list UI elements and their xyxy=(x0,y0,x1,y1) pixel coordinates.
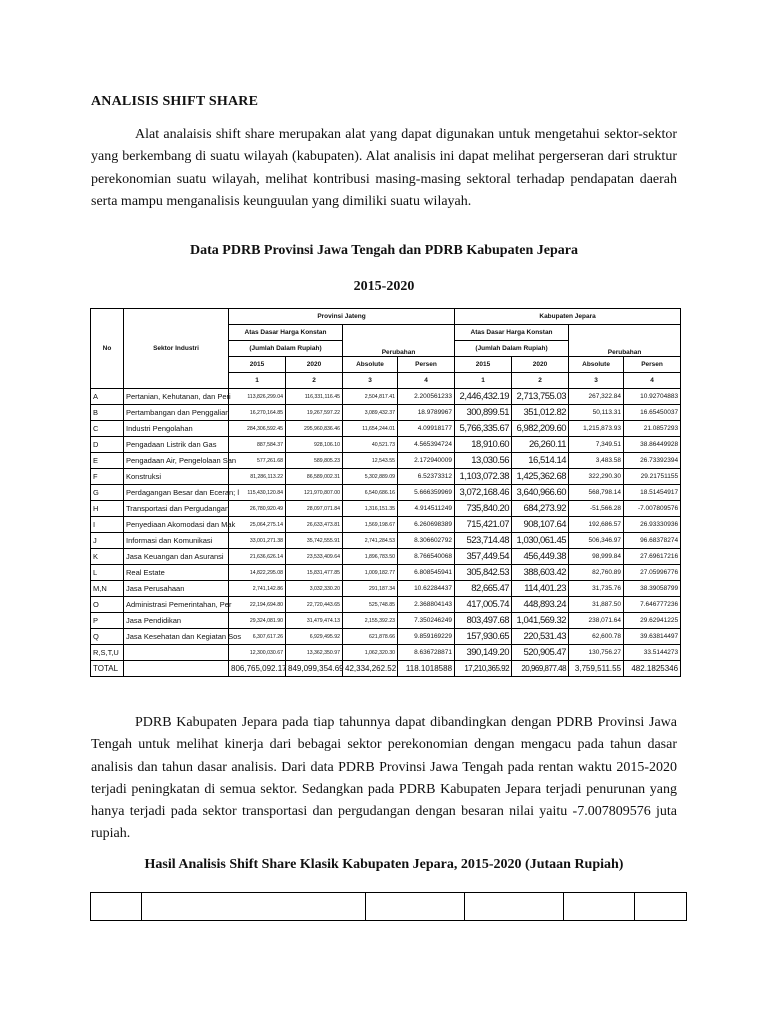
prov-percent-value: 8.766540068 xyxy=(398,549,455,565)
result-table-row xyxy=(91,893,687,921)
row-number: M,N xyxy=(91,581,124,597)
kab-2020-value: 220,531.43 xyxy=(512,629,569,645)
row-sector: Pengadaan Air, Pengelolaan San xyxy=(124,453,229,469)
row-number: I xyxy=(91,517,124,533)
header-col-number: 1 xyxy=(229,373,286,389)
kab-absolute-value: 50,113.31 xyxy=(569,405,624,421)
kab-2020-value: 114,401.23 xyxy=(512,581,569,597)
prov-percent-value: 2.200561233 xyxy=(398,389,455,405)
header-col-number: 2 xyxy=(286,373,343,389)
prov-2020-value: 295,960,836.46 xyxy=(286,421,343,437)
kab-absolute-value: 3,759,511.55 xyxy=(569,661,624,677)
prov-2015-value: 14,822,295.08 xyxy=(229,565,286,581)
kab-percent-value: 29.62941225 xyxy=(624,613,681,629)
kab-2020-value: 3,640,966.60 xyxy=(512,485,569,501)
kab-2015-value: 417,005.74 xyxy=(455,597,512,613)
kab-absolute-value: -51,566.28 xyxy=(569,501,624,517)
prov-2020-value: 86,589,002.31 xyxy=(286,469,343,485)
kab-2015-value: 2,446,432.19 xyxy=(455,389,512,405)
kab-percent-value: -7.007809576 xyxy=(624,501,681,517)
table-row xyxy=(91,613,681,629)
prov-2020-value: 23,533,409.64 xyxy=(286,549,343,565)
row-sector: Industri Pengolahan xyxy=(124,421,229,437)
table-total-row xyxy=(91,661,681,677)
prov-percent-value: 10.62284437 xyxy=(398,581,455,597)
prov-absolute-value: 11,654,244.01 xyxy=(343,421,398,437)
kab-2015-value: 13,030.56 xyxy=(455,453,512,469)
kab-percent-value: 482.1825346 xyxy=(624,661,681,677)
row-number: B xyxy=(91,405,124,421)
kab-percent-value: 26.93330936 xyxy=(624,517,681,533)
table-row xyxy=(91,581,681,597)
header-prov-percent: Persen xyxy=(398,357,455,373)
prov-2015-value: 22,194,694.80 xyxy=(229,597,286,613)
header-kab-unit: (Jumlah Dalam Rupiah) xyxy=(455,341,569,357)
prov-percent-value: 18.9789967 xyxy=(398,405,455,421)
row-number: K xyxy=(91,549,124,565)
kab-2020-value: 6,982,209.60 xyxy=(512,421,569,437)
prov-absolute-value: 3,089,432.37 xyxy=(343,405,398,421)
prov-2015-value: 887,584.37 xyxy=(229,437,286,453)
kab-percent-value: 39.63814497 xyxy=(624,629,681,645)
prov-percent-value: 2.172940009 xyxy=(398,453,455,469)
result-cell xyxy=(635,893,687,921)
table-row xyxy=(91,453,681,469)
result-cell xyxy=(91,893,142,921)
prov-2015-value: 6,307,617.26 xyxy=(229,629,286,645)
table-row xyxy=(91,437,681,453)
intro-paragraph xyxy=(91,124,677,213)
prov-2015-value: 16,270,164.85 xyxy=(229,405,286,421)
prov-absolute-value: 12,543.55 xyxy=(343,453,398,469)
kab-2015-value: 18,910.60 xyxy=(455,437,512,453)
prov-percent-value: 7.350246249 xyxy=(398,613,455,629)
prov-absolute-value: 1,062,320.30 xyxy=(343,645,398,661)
kab-percent-value: 27.69617216 xyxy=(624,549,681,565)
table-title: Data PDRB Provinsi Jawa Tengah dan PDRB Kabupaten Jepara xyxy=(190,243,578,258)
prov-2020-value: 3,032,330.20 xyxy=(286,581,343,597)
row-sector: Jasa Perusahaan xyxy=(124,581,229,597)
header-kab-percent: Persen xyxy=(624,357,681,373)
kab-2015-value: 17,210,365.92 xyxy=(455,661,512,677)
result-cell xyxy=(366,893,465,921)
header-no: No xyxy=(91,309,124,389)
table-row xyxy=(91,597,681,613)
prov-percent-value: 4.09918177 xyxy=(398,421,455,437)
row-sector: Penyediaan Akomodasi dan Mak xyxy=(124,517,229,533)
kab-2020-value: 16,514.14 xyxy=(512,453,569,469)
prov-2020-value: 28,097,071.84 xyxy=(286,501,343,517)
kab-absolute-value: 98,999.84 xyxy=(569,549,624,565)
header-sector: Sektor Industri xyxy=(124,309,229,389)
pdrb-table xyxy=(90,308,681,677)
table-row xyxy=(91,469,681,485)
kab-percent-value: 26.73392394 xyxy=(624,453,681,469)
row-number: P xyxy=(91,613,124,629)
result-table-title: Hasil Analisis Shift Share Klasik Kabupaten Jepara, 2015-2020 (Jutaan Rupiah) xyxy=(144,857,624,872)
table-row xyxy=(91,533,681,549)
prov-absolute-value: 2,155,392.23 xyxy=(343,613,398,629)
kab-percent-value: 21.0857293 xyxy=(624,421,681,437)
kab-2015-value: 3,072,168.46 xyxy=(455,485,512,501)
header-prov-2015: 2015 xyxy=(229,357,286,373)
prov-2015-value: 115,430,120.84 xyxy=(229,485,286,501)
row-number: D xyxy=(91,437,124,453)
header-province: Provinsi Jateng xyxy=(229,309,455,325)
analysis-paragraph xyxy=(91,712,677,846)
header-col-number: 3 xyxy=(343,373,398,389)
prov-absolute-value: 6,540,686.16 xyxy=(343,485,398,501)
row-sector xyxy=(124,661,229,677)
kab-percent-value: 27.05996776 xyxy=(624,565,681,581)
prov-2020-value: 928,106.10 xyxy=(286,437,343,453)
prov-2015-value: 26,780,920.49 xyxy=(229,501,286,517)
kab-percent-value: 33.5144273 xyxy=(624,645,681,661)
prov-absolute-value: 1,896,783.50 xyxy=(343,549,398,565)
kab-2020-value: 26,260.11 xyxy=(512,437,569,453)
prov-absolute-value: 2,504,817.41 xyxy=(343,389,398,405)
table-row xyxy=(91,501,681,517)
header-prov-change: Perubahan xyxy=(343,325,455,357)
kab-absolute-value: 267,322.84 xyxy=(569,389,624,405)
prov-percent-value: 9.859169229 xyxy=(398,629,455,645)
prov-2020-value: 22,720,443.65 xyxy=(286,597,343,613)
prov-percent-value: 4.914511249 xyxy=(398,501,455,517)
kab-2020-value: 908,107.64 xyxy=(512,517,569,533)
row-sector: Perdagangan Besar dan Eceran; l xyxy=(124,485,229,501)
row-number: Q xyxy=(91,629,124,645)
intro-paragraph-text: Alat analaisis shift share merupakan alat yang dapat digunakan untuk mengetahui sektor-sektor yang berkembang di suatu wilayah (kabupaten). Alat analisis ini dapat melihat pergerseran dari struktur perekonomian suatu wilayah, melihat kontribusi masing-masing sektoral terhadap pendapatan daerah serta mampu menganalisis keunguulan yang dimiliki suatu wilayah. xyxy=(91,127,677,209)
prov-2020-value: 589,805.23 xyxy=(286,453,343,469)
prov-2015-value: 81,286,113.22 xyxy=(229,469,286,485)
table-row xyxy=(91,485,681,501)
row-sector: Transportasi dan Pergudangan xyxy=(124,501,229,517)
kab-percent-value: 16.65450037 xyxy=(624,405,681,421)
prov-2015-value: 33,001,271.38 xyxy=(229,533,286,549)
prov-absolute-value: 525,748.85 xyxy=(343,597,398,613)
header-kab-adhk: Atas Dasar Harga Konstan xyxy=(455,325,569,341)
prov-absolute-value: 1,569,198.67 xyxy=(343,517,398,533)
kab-absolute-value: 1,215,873.93 xyxy=(569,421,624,437)
row-number: C xyxy=(91,421,124,437)
pdrb-table-body xyxy=(91,389,681,677)
kab-absolute-value: 238,071.64 xyxy=(569,613,624,629)
header-prov-2020: 2020 xyxy=(286,357,343,373)
table-row xyxy=(91,629,681,645)
prov-percent-value: 118.1018588 xyxy=(398,661,455,677)
prov-2015-value: 113,826,299.04 xyxy=(229,389,286,405)
row-sector: Pengadaan Listrik dan Gas xyxy=(124,437,229,453)
header-kab-change: Perubahan xyxy=(569,325,681,357)
kab-2020-value: 1,030,061.45 xyxy=(512,533,569,549)
table-row xyxy=(91,389,681,405)
prov-2020-value: 121,970,807.00 xyxy=(286,485,343,501)
table-row xyxy=(91,405,681,421)
prov-percent-value: 4.565394724 xyxy=(398,437,455,453)
kab-2015-value: 157,930.65 xyxy=(455,629,512,645)
header-col-number: 1 xyxy=(455,373,512,389)
table-row xyxy=(91,517,681,533)
kab-absolute-value: 62,600.78 xyxy=(569,629,624,645)
row-number: H xyxy=(91,501,124,517)
prov-2015-value: 284,306,592.45 xyxy=(229,421,286,437)
header-kab-2015: 2015 xyxy=(455,357,512,373)
prov-absolute-value: 621,878.66 xyxy=(343,629,398,645)
header-kab-absolute: Absolute xyxy=(569,357,624,373)
prov-absolute-value: 1,316,151.35 xyxy=(343,501,398,517)
header-prov-unit: (Jumlah Dalam Rupiah) xyxy=(229,341,343,357)
prov-2020-value: 35,742,555.91 xyxy=(286,533,343,549)
prov-2020-value: 13,362,350.97 xyxy=(286,645,343,661)
table-row xyxy=(91,565,681,581)
kab-percent-value: 10.92704883 xyxy=(624,389,681,405)
kab-2020-value: 520,905.47 xyxy=(512,645,569,661)
prov-percent-value: 6.260698389 xyxy=(398,517,455,533)
prov-absolute-value: 5,302,889.09 xyxy=(343,469,398,485)
row-sector: Jasa Pendidikan xyxy=(124,613,229,629)
kab-percent-value: 38.86449928 xyxy=(624,437,681,453)
result-table xyxy=(90,892,687,921)
table-years: 2015-2020 xyxy=(353,279,415,294)
kab-absolute-value: 31,735.76 xyxy=(569,581,624,597)
kab-2020-value: 1,425,362.68 xyxy=(512,469,569,485)
prov-absolute-value: 42,334,262.52 xyxy=(343,661,398,677)
prov-absolute-value: 2,741,284.53 xyxy=(343,533,398,549)
row-number: F xyxy=(91,469,124,485)
prov-2015-value: 577,261.68 xyxy=(229,453,286,469)
kab-2020-value: 684,273.92 xyxy=(512,501,569,517)
header-col-number: 2 xyxy=(512,373,569,389)
row-sector: Real Estate xyxy=(124,565,229,581)
kab-2015-value: 390,149.20 xyxy=(455,645,512,661)
row-sector: Jasa Keuangan dan Asuransi xyxy=(124,549,229,565)
prov-2020-value: 15,831,477.85 xyxy=(286,565,343,581)
header-prov-absolute: Absolute xyxy=(343,357,398,373)
row-sector: Konstruksi xyxy=(124,469,229,485)
kab-2015-value: 357,449.54 xyxy=(455,549,512,565)
kab-2020-value: 388,603.42 xyxy=(512,565,569,581)
analysis-paragraph-text: PDRB Kabupaten Jepara pada tiap tahunnya dapat dibandingkan dengan PDRB Provinsi Jawa Tengah untuk melihat kinerja dari bebagai sektor perekonomian dengan mengacu pada tahun dasar analisis dan tahun dasar analisis. Dari data PDRB Provinsi Jawa Tengah pada rentan waktu 2015-2020 terjadi peningkatan di semua sektor. Sedangkan pada PDRB Kabupaten Jepara terjadi penurunan yang hanya terjadi pada sektor transportasi dan pergudangan dengan besaran nilai yaitu -7.007809576 juta rupiah. xyxy=(91,715,677,842)
kab-2015-value: 82,665.47 xyxy=(455,581,512,597)
kab-2020-value: 448,893.24 xyxy=(512,597,569,613)
header-prov-adhk: Atas Dasar Harga Konstan xyxy=(229,325,343,341)
prov-2015-value: 29,324,081.90 xyxy=(229,613,286,629)
prov-2020-value: 6,929,495.92 xyxy=(286,629,343,645)
prov-2015-value: 25,064,275.14 xyxy=(229,517,286,533)
prov-2020-value: 116,331,116.45 xyxy=(286,389,343,405)
row-number: R,S,T,U xyxy=(91,645,124,661)
kab-2015-value: 523,714.48 xyxy=(455,533,512,549)
section-heading: ANALISIS SHIFT SHARE xyxy=(91,94,259,109)
kab-absolute-value: 568,798.14 xyxy=(569,485,624,501)
prov-2020-value: 26,633,473.81 xyxy=(286,517,343,533)
kab-percent-value: 7.646777236 xyxy=(624,597,681,613)
row-number: O xyxy=(91,597,124,613)
prov-percent-value: 6.808545941 xyxy=(398,565,455,581)
kab-2020-value: 456,449.38 xyxy=(512,549,569,565)
table-row xyxy=(91,549,681,565)
row-number: TOTAL xyxy=(91,661,124,677)
prov-2020-value: 849,099,354.69 xyxy=(286,661,343,677)
kab-2015-value: 305,842.53 xyxy=(455,565,512,581)
kab-2015-value: 300,899.51 xyxy=(455,405,512,421)
kab-percent-value: 29.21751155 xyxy=(624,469,681,485)
prov-percent-value: 8.636728871 xyxy=(398,645,455,661)
kab-2020-value: 2,713,755.03 xyxy=(512,389,569,405)
result-cell xyxy=(465,893,564,921)
kab-absolute-value: 322,290.30 xyxy=(569,469,624,485)
prov-percent-value: 5.666359969 xyxy=(398,485,455,501)
row-number: L xyxy=(91,565,124,581)
kab-absolute-value: 7,349.51 xyxy=(569,437,624,453)
result-cell xyxy=(564,893,635,921)
kab-2015-value: 735,840.20 xyxy=(455,501,512,517)
prov-absolute-value: 291,187.34 xyxy=(343,581,398,597)
kab-absolute-value: 130,756.27 xyxy=(569,645,624,661)
row-number: A xyxy=(91,389,124,405)
prov-2015-value: 21,636,626.14 xyxy=(229,549,286,565)
prov-2020-value: 31,479,474.13 xyxy=(286,613,343,629)
row-sector: Pertanian, Kehutanan, dan Peri xyxy=(124,389,229,405)
row-sector: Pertambangan dan Penggalian xyxy=(124,405,229,421)
kab-absolute-value: 31,887.50 xyxy=(569,597,624,613)
row-sector: Informasi dan Komunikasi xyxy=(124,533,229,549)
kab-2020-value: 1,041,569.32 xyxy=(512,613,569,629)
prov-percent-value: 2.368804143 xyxy=(398,597,455,613)
kab-2015-value: 1,103,072.38 xyxy=(455,469,512,485)
kab-2020-value: 20,969,877.48 xyxy=(512,661,569,677)
prov-2015-value: 806,765,092.17 xyxy=(229,661,286,677)
kab-percent-value: 18.51454917 xyxy=(624,485,681,501)
kab-percent-value: 96.68378274 xyxy=(624,533,681,549)
result-cell xyxy=(142,893,366,921)
header-col-number: 4 xyxy=(624,373,681,389)
kab-2015-value: 715,421.07 xyxy=(455,517,512,533)
row-sector: Administrasi Pemerintahan, Per xyxy=(124,597,229,613)
row-number: E xyxy=(91,453,124,469)
kab-absolute-value: 192,686.57 xyxy=(569,517,624,533)
header-kab-2020: 2020 xyxy=(512,357,569,373)
prov-2015-value: 2,741,142.86 xyxy=(229,581,286,597)
table-row xyxy=(91,645,681,661)
kab-absolute-value: 82,760.89 xyxy=(569,565,624,581)
row-sector: Jasa Kesehatan dan Kegiatan Sos xyxy=(124,629,229,645)
prov-absolute-value: 40,521.73 xyxy=(343,437,398,453)
prov-2015-value: 12,300,030.67 xyxy=(229,645,286,661)
header-col-number: 4 xyxy=(398,373,455,389)
kab-2015-value: 5,766,335.67 xyxy=(455,421,512,437)
prov-2020-value: 19,267,597.22 xyxy=(286,405,343,421)
row-number: J xyxy=(91,533,124,549)
prov-percent-value: 6.52373312 xyxy=(398,469,455,485)
header-regency: Kabupaten Jepara xyxy=(455,309,681,325)
kab-absolute-value: 506,346.97 xyxy=(569,533,624,549)
table-row xyxy=(91,421,681,437)
prov-absolute-value: 1,009,182.77 xyxy=(343,565,398,581)
kab-2015-value: 803,497.68 xyxy=(455,613,512,629)
header-col-number: 3 xyxy=(569,373,624,389)
kab-2020-value: 351,012.82 xyxy=(512,405,569,421)
kab-absolute-value: 3,483.58 xyxy=(569,453,624,469)
kab-percent-value: 38.39058799 xyxy=(624,581,681,597)
prov-percent-value: 8.306602792 xyxy=(398,533,455,549)
row-number: G xyxy=(91,485,124,501)
row-sector xyxy=(124,645,229,661)
